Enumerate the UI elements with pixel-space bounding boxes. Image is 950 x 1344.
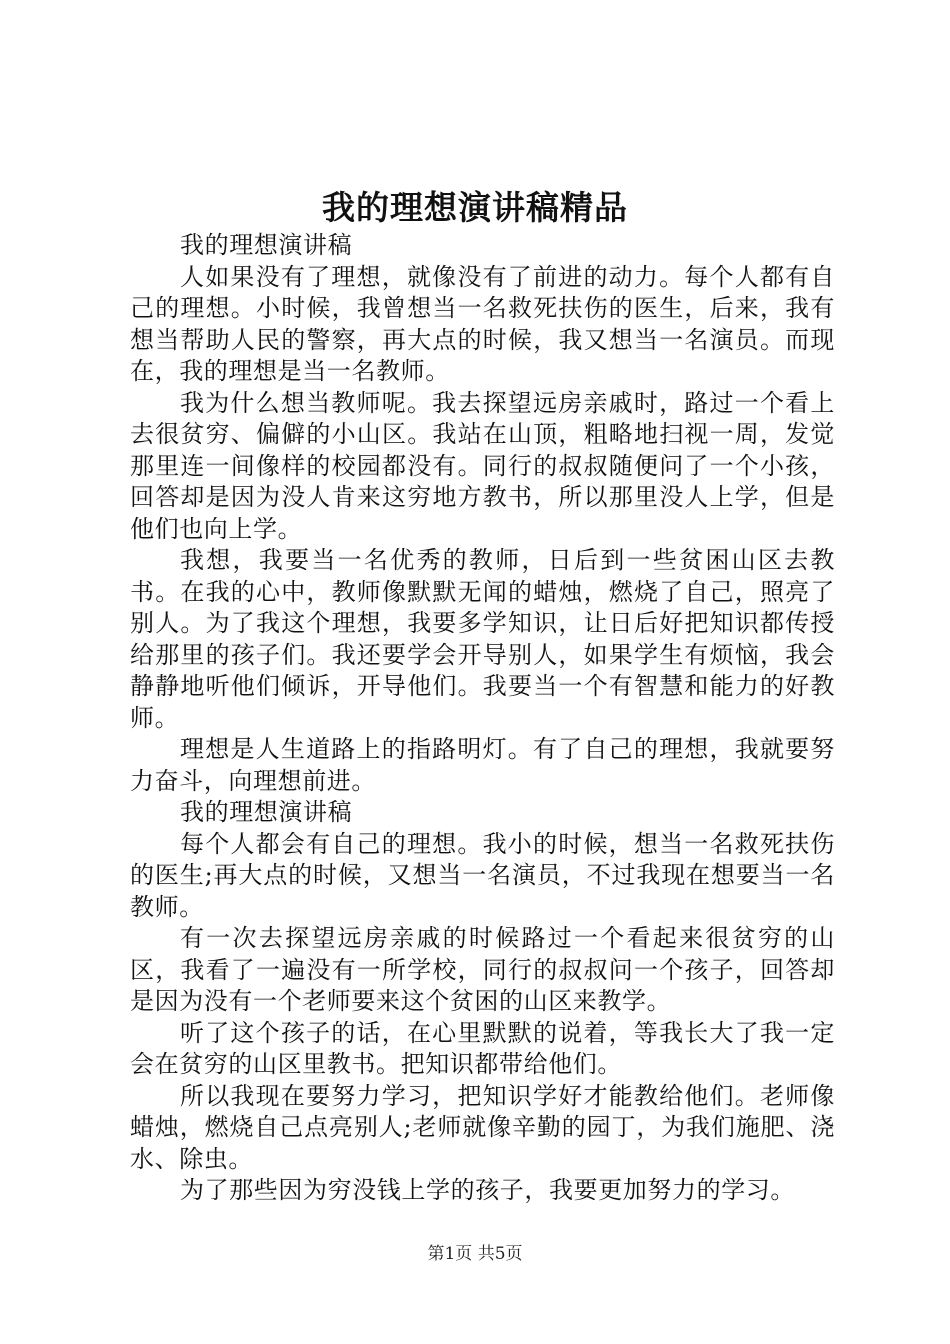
paragraph: 每个人都会有自己的理想。我小的时候，想当一名救死扶伤的医生;再大点的时候，又想当一名演员，不过我现在想要当一名教师。	[130, 829, 835, 921]
paragraph: 理想是人生道路上的指路明灯。有了自己的理想，我就要努力奋斗，向理想前进。	[130, 735, 835, 795]
document-body	[130, 230, 835, 1207]
section-heading: 我的理想演讲稿	[180, 231, 353, 259]
paragraph: 我想，我要当一名优秀的教师，日后到一些贫困山区去教书。在我的心中，教师像默默无闻的蜡烛，燃烧了自己，照亮了别人。为了我这个理想，我要多学知识，让日后好把知识都传授给那里的孩子们。我还要学会开导别人，如果学生有烦恼，我会静静地听他们倾诉，开导他们。我要当一个有智慧和能力的好教师。	[130, 546, 835, 732]
paragraph: 为了那些因为穷没钱上学的孩子，我要更加努力的学习。	[180, 1176, 795, 1204]
paragraph: 有一次去探望远房亲戚的时候路过一个看起来很贫穷的山区，我看了一遍没有一所学校，同行的叔叔问一个孩子，回答却是因为没有一个老师要来这个贫困的山区来教学。	[130, 924, 835, 1015]
paragraph: 所以我现在要努力学习，把知识学好才能教给他们。老师像蜡烛，燃烧自己点亮别人;老师就像辛勤的园丁，为我们施肥、浇水、除虫。	[130, 1081, 835, 1173]
paragraph: 听了这个孩子的话，在心里默默的说着，等我长大了我一定会在贫穷的山区里教书。把知识都带给他们。	[130, 1018, 835, 1078]
page-number-footer: 第1页 共5页	[427, 1244, 523, 1264]
document-title: 我的理想演讲稿精品	[322, 188, 628, 227]
section-heading: 我的理想演讲稿	[180, 798, 353, 826]
paragraph: 人如果没有了理想，就像没有了前进的动力。每个人都有自己的理想。小时候，我曾想当一名救死扶伤的医生，后来，我有想当帮助人民的警察，再大点的时候，我又想当一名演员。而现在，我的理想是当一名教师。	[130, 262, 835, 385]
paragraph: 我为什么想当教师呢。我去探望远房亲戚时，路过一个看上去很贫穷、偏僻的小山区。我站在山顶，粗略地扫视一周，发觉那里连一间像样的校园都没有。同行的叔叔随便问了一个小孩，回答却是因为没人肯来这穷地方教书，所以那里没人上学，但是他们也向上学。	[130, 388, 835, 543]
